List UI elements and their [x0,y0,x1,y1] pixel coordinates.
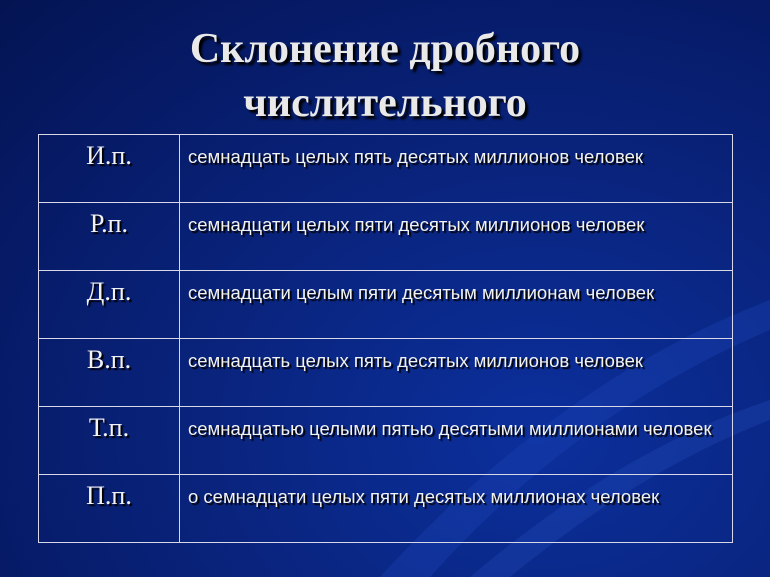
case-cell: Т.п. [39,407,180,475]
form-cell: семнадцать целых пять десятых миллионов человек [180,135,733,203]
form-cell: семнадцать целых пять десятых миллионов человек [180,339,733,407]
case-cell: Р.п. [39,203,180,271]
table-row [39,271,733,339]
case-cell: П.п. [39,475,180,543]
title-line-1: Склонение дробного [189,26,581,72]
title-line-2: числительного [243,80,527,126]
table-row [39,475,733,543]
form-cell: о семнадцати целых пяти десятых миллионах человек [180,475,733,543]
table-row [39,339,733,407]
form-cell: семнадцатью целыми пятью десятыми миллионами человек [180,407,733,475]
case-cell: В.п. [39,339,180,407]
slide-title [0,22,770,130]
table-row [39,135,733,203]
declension-table [38,134,733,543]
table-row [39,203,733,271]
case-cell: Д.п. [39,271,180,339]
form-cell: семнадцати целых пяти десятых миллионов человек [180,203,733,271]
form-cell: семнадцати целым пяти десятым миллионам человек [180,271,733,339]
table-row [39,407,733,475]
case-cell: И.п. [39,135,180,203]
